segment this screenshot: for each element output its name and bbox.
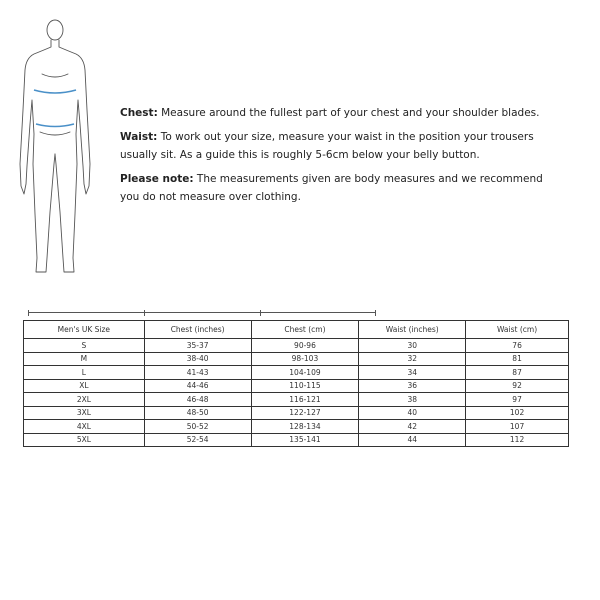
column-header: Chest (inches) bbox=[144, 321, 251, 339]
table-cell: 36 bbox=[359, 379, 466, 393]
table-cell: 52-54 bbox=[144, 433, 251, 447]
table-cell: 107 bbox=[466, 420, 569, 434]
note-label: Please note: bbox=[120, 173, 194, 185]
table-cell: 35-37 bbox=[144, 339, 251, 353]
column-header: Chest (cm) bbox=[251, 321, 359, 339]
table-row bbox=[24, 420, 569, 434]
table-row bbox=[24, 379, 569, 393]
chest-text: Measure around the fullest part of your chest and your shoulder blades. bbox=[157, 107, 540, 119]
table-cell: 42 bbox=[359, 420, 466, 434]
table-body bbox=[24, 339, 569, 447]
note-instruction bbox=[120, 170, 560, 206]
note-text: The measurements given are body measures and we recommend you do not measure over clothing. bbox=[120, 173, 543, 203]
table-cell: M bbox=[24, 352, 145, 366]
column-header: Men's UK Size bbox=[24, 321, 145, 339]
table-row bbox=[24, 393, 569, 407]
table-cell: 102 bbox=[466, 406, 569, 420]
table-row bbox=[24, 433, 569, 447]
table-cell: 112 bbox=[466, 433, 569, 447]
table-cell: 3XL bbox=[24, 406, 145, 420]
table-cell: 122-127 bbox=[251, 406, 359, 420]
waist-measure-line bbox=[36, 124, 74, 127]
chest-measure-line bbox=[34, 90, 76, 93]
table-cell: 32 bbox=[359, 352, 466, 366]
rule-tick bbox=[28, 310, 29, 316]
table-cell: 44-46 bbox=[144, 379, 251, 393]
table-cell: 97 bbox=[466, 393, 569, 407]
table-cell: 4XL bbox=[24, 420, 145, 434]
table-cell: 48-50 bbox=[144, 406, 251, 420]
waist-text: To work out your size, measure your waist in the position your trousers usually sit. As a guide this is roughly 5-6cm below your belly button. bbox=[120, 131, 534, 161]
table-cell: 128-134 bbox=[251, 420, 359, 434]
table-cell: 110-115 bbox=[251, 379, 359, 393]
column-header: Waist (cm) bbox=[466, 321, 569, 339]
table-cell: 87 bbox=[466, 366, 569, 380]
table-cell: 30 bbox=[359, 339, 466, 353]
rule-tick bbox=[144, 310, 145, 316]
table-cell: 44 bbox=[359, 433, 466, 447]
table-cell: 135-141 bbox=[251, 433, 359, 447]
table-cell: 116-121 bbox=[251, 393, 359, 407]
table-cell: S bbox=[24, 339, 145, 353]
table-cell: 90-96 bbox=[251, 339, 359, 353]
table-row bbox=[24, 352, 569, 366]
table-cell: 50-52 bbox=[144, 420, 251, 434]
measurement-instructions bbox=[120, 104, 560, 212]
table-cell: 104-109 bbox=[251, 366, 359, 380]
table-cell: 5XL bbox=[24, 433, 145, 447]
chest-instruction bbox=[120, 104, 560, 122]
column-header: Waist (inches) bbox=[359, 321, 466, 339]
table-top-rule bbox=[28, 312, 376, 313]
table-row bbox=[24, 339, 569, 353]
rule-tick bbox=[260, 310, 261, 316]
table-cell: 46-48 bbox=[144, 393, 251, 407]
table-row bbox=[24, 366, 569, 380]
waist-instruction bbox=[120, 128, 560, 164]
table-cell: 2XL bbox=[24, 393, 145, 407]
waist-label: Waist: bbox=[120, 131, 158, 143]
table-cell: 38-40 bbox=[144, 352, 251, 366]
table-cell: XL bbox=[24, 379, 145, 393]
table-header-row bbox=[24, 321, 569, 339]
size-chart-table bbox=[23, 320, 569, 447]
body-figure-icon bbox=[14, 14, 96, 276]
table-cell: 92 bbox=[466, 379, 569, 393]
table-cell: 38 bbox=[359, 393, 466, 407]
table-cell: 76 bbox=[466, 339, 569, 353]
table-cell: L bbox=[24, 366, 145, 380]
rule-tick bbox=[375, 310, 376, 316]
table-row bbox=[24, 406, 569, 420]
table-cell: 41-43 bbox=[144, 366, 251, 380]
table-cell: 98-103 bbox=[251, 352, 359, 366]
table-cell: 40 bbox=[359, 406, 466, 420]
table-cell: 34 bbox=[359, 366, 466, 380]
table-cell: 81 bbox=[466, 352, 569, 366]
chest-label: Chest: bbox=[120, 107, 158, 119]
